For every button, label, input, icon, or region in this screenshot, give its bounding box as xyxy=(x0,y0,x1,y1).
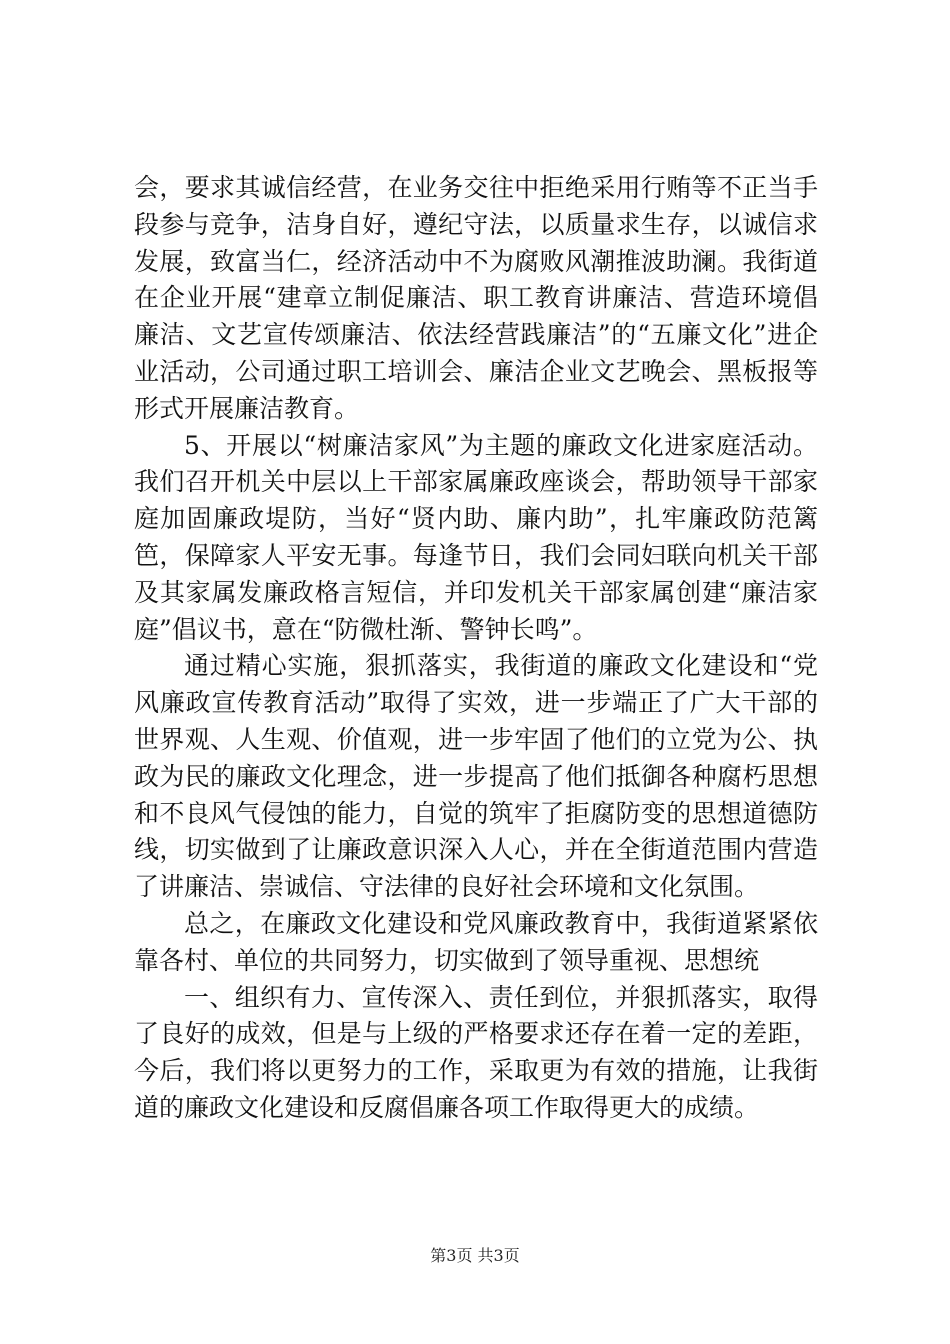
paragraph-4: 总之，在廉政文化建设和党风廉政教育中，我街道紧紧依靠各村、单位的共同努力，切实做到了领导重视、思想统 xyxy=(134,908,818,975)
document-body xyxy=(134,170,818,1127)
page-number-footer: 第3页 共3页 xyxy=(430,1246,520,1265)
paragraph-5: 一、组织有力、宣传深入、责任到位，并狠抓落实，取得了良好的成效，但是与上级的严格要求还存在着一定的差距，今后，我们将以更努力的工作，采取更为有效的措施，让我街道的廉政文化建设和反腐倡廉各项工作取得更大的成绩。 xyxy=(134,982,818,1122)
paragraph-3: 通过精心实施，狠抓落实，我街道的廉政文化建设和“党风廉政宣传教育活动”取得了实效，进一步端正了广大干部的世界观、人生观、价值观，进一步牢固了他们的立党为公、执政为民的廉政文化理念，进一步提高了他们抵御各种腐朽思想和不良风气侵蚀的能力，自觉的筑牢了拒腐防变的思想道德防线，切实做到了让廉政意识深入人心，并在全街道范围内营造了讲廉洁、崇诚信、守法律的良好社会环境和文化氛围。 xyxy=(134,651,818,902)
paragraph-1: 会，要求其诚信经营，在业务交往中拒绝采用行贿等不正当手段参与竞争，洁身自好，遵纪守法，以质量求生存，以诚信求发展，致富当仁，经济活动中不为腐败风潮推波助澜。我街道在企业开展“建章立制促廉洁、职工教育讲廉洁、营造环境倡廉洁、文艺宣传颂廉洁、依法经营践廉洁”的“五廉文化”进企业活动，公司通过职工培训会、廉洁企业文艺晚会、黑板报等形式开展廉洁教育。 xyxy=(134,173,818,423)
paragraph-2: 5、开展以“树廉洁家风”为主题的廉政文化进家庭活动。我们召开机关中层以上干部家属廉政座谈会，帮助领导干部家庭加固廉政堤防，当好“贤内助、廉内助”，扎牢廉政防范篱笆，保障家人平安无事。每逢节日，我们会同妇联向机关干部及其家属发廉政格言短信，并印发机关干部家属创建“廉洁家庭”倡议书，意在“防微杜渐、警钟长鸣”。 xyxy=(134,430,818,644)
